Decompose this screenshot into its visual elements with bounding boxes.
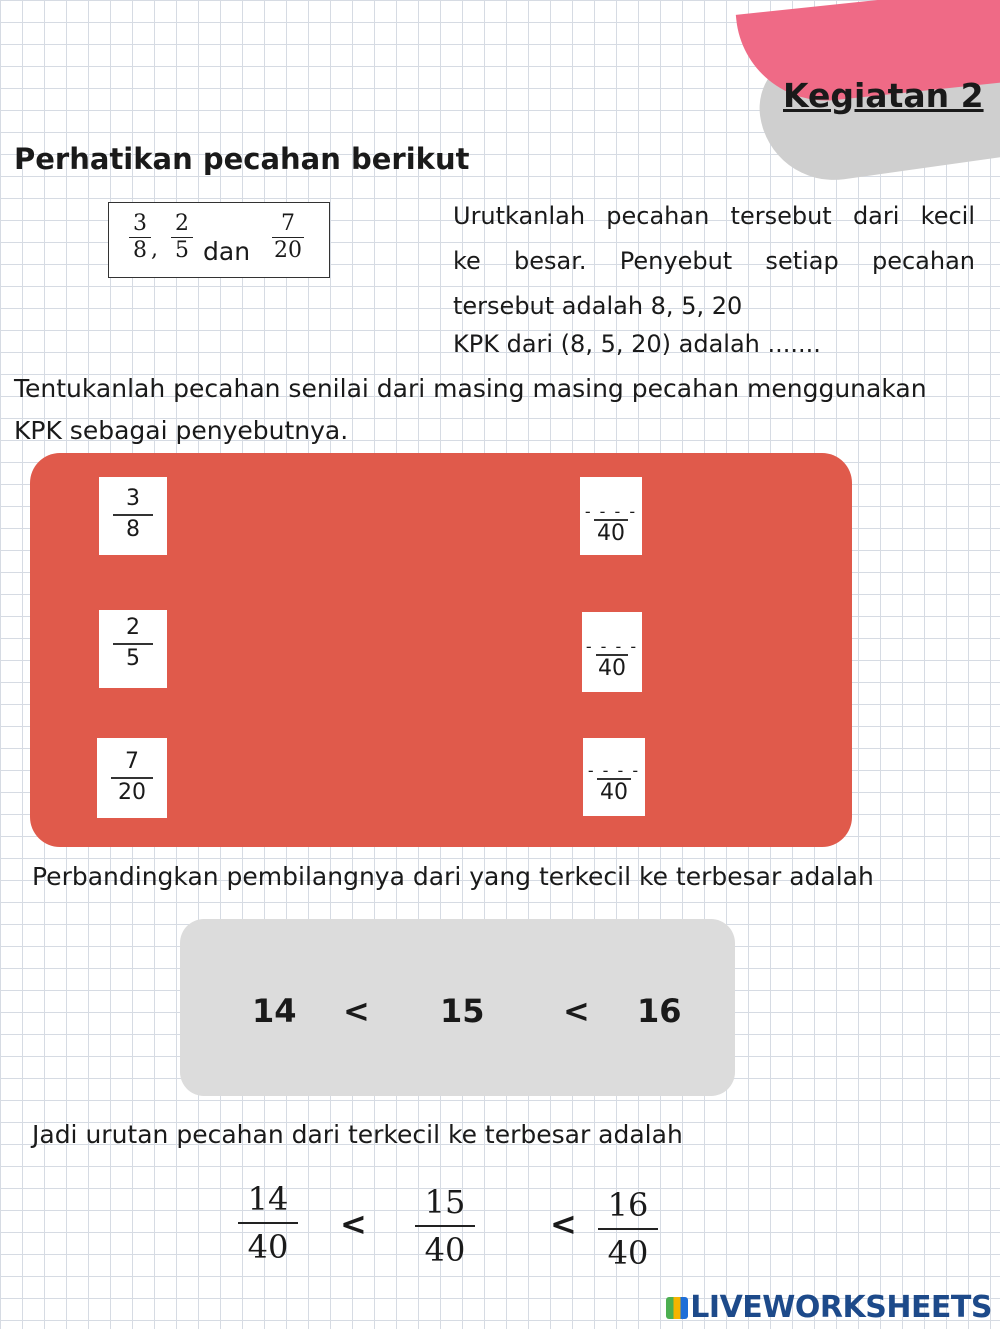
conjunction-text: dan: [203, 237, 251, 266]
numerator-answer-2[interactable]: 15: [440, 992, 485, 1030]
liveworksheets-logo-icon: [666, 1297, 688, 1319]
given-fractions-box: [108, 202, 330, 278]
numerator-answer-1[interactable]: 14: [252, 992, 297, 1030]
numerator-answer-3[interactable]: 16: [637, 992, 682, 1030]
less-than-symbol: <: [550, 1205, 577, 1243]
given-fraction-3: 7 20: [274, 211, 302, 263]
ordered-fraction-3[interactable]: $\frac{16}{40}$: [598, 1186, 658, 1272]
equivalent-instruction: Tentukanlah pecahan senilai dari masing masing pecahan menggunakan KPK sebagai penyebutnya.: [14, 374, 927, 445]
conclusion-label: Jadi urutan pecahan dari terkecil ke terbesar adalah: [32, 1120, 683, 1149]
instruction-paragraph: Urutkanlah pecahan tersebut dari kecil ke besar. Penyebut setiap pecahan tersebut adalah 8, 5, 20: [453, 202, 975, 320]
answer-slot-7-20[interactable]: - - - - 40: [583, 738, 645, 816]
fraction-card-2-5: 2 5: [99, 610, 167, 688]
ordered-fraction-2[interactable]: $\frac{15}{40}$: [415, 1183, 475, 1269]
page-title: Kegiatan 2: [783, 76, 984, 115]
fraction-card-7-20: 7 20: [97, 738, 167, 818]
liveworksheets-logo: LIVEWORKSHEETS: [666, 1290, 992, 1325]
answer-slot-2-5[interactable]: - - - - 40: [582, 612, 642, 692]
fraction-card-3-8: 3 8: [99, 477, 167, 555]
section-heading: Perhatikan pecahan berikut: [14, 142, 470, 176]
ordered-fraction-1[interactable]: $\frac{14}{40}$: [238, 1180, 298, 1266]
less-than-symbol: <: [563, 992, 590, 1030]
given-fraction-2: 2 5: [171, 211, 193, 264]
fraction-separator: ,: [151, 237, 158, 262]
less-than-symbol: <: [340, 1205, 367, 1243]
answer-slot-3-8[interactable]: - - - - 40: [580, 477, 642, 555]
comparison-label: Perbandingkan pembilangnya dari yang terkecil ke terbesar adalah: [32, 862, 874, 891]
less-than-symbol: <: [343, 992, 370, 1030]
kpk-question: KPK dari (8, 5, 20) adalah .......: [453, 330, 821, 358]
given-fraction-1: 3 8: [129, 211, 151, 264]
